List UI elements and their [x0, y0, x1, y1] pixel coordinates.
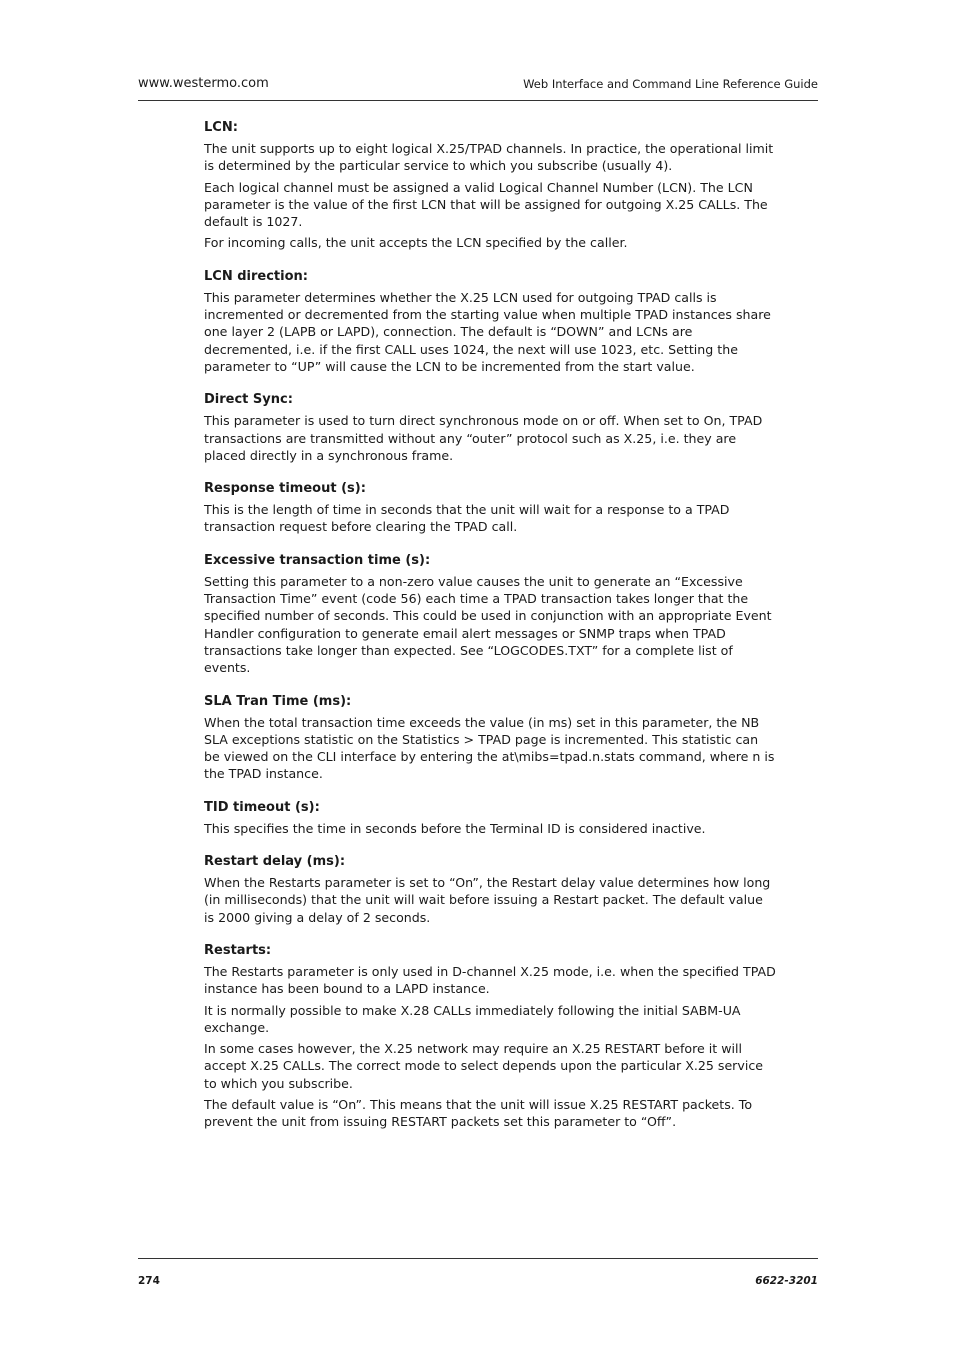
paragraph: This specifies the time in seconds before the Terminal ID is considered inactive. — [204, 820, 706, 836]
section — [204, 391, 776, 464]
section — [204, 799, 776, 837]
page-header — [138, 76, 818, 101]
section-title: Response timeout (s): — [204, 481, 366, 497]
paragraph: In some cases however, the X.25 network may require an X.25 RESTART before it will accept X.25 CALLs. The correct mode to select depends upon the particular X.25 service to which you subscribe. — [204, 1041, 763, 1091]
paragraph: The Restarts parameter is only used in D-channel X.25 mode, i.e. when the specified TPAD instance has been bound to a LAPD instance. — [204, 963, 776, 997]
section — [204, 942, 776, 1131]
section-title: SLA Tran Time (ms): — [204, 693, 352, 709]
section — [204, 552, 776, 677]
section-title: Direct Sync: — [204, 392, 293, 408]
header-guide-title: Web Interface and Command Line Reference Guide — [523, 77, 818, 91]
paragraph: This is the length of time in seconds that the unit will wait for a response to a TPAD transaction request before clearing the TPAD call. — [204, 502, 730, 535]
page-footer — [138, 1258, 818, 1287]
paragraph: This parameter is used to turn direct synchronous mode on or off. When set to On, TPAD transactions are transmitted without any “outer” protocol such as X.25, i.e. they are placed directly in a synchronous frame. — [204, 413, 763, 463]
section-title: Restart delay (ms): — [204, 854, 346, 870]
paragraph: For incoming calls, the unit accepts the LCN specified by the caller. — [204, 235, 628, 251]
page-number: 274 — [138, 1275, 160, 1287]
document-number: 6622-3201 — [755, 1275, 818, 1287]
paragraph: When the total transaction time exceeds the value (in ms) set in this parameter, the NB SLA exceptions statistic on the Statistics > TPAD page is incremented. This statistic can be viewed on the CLI interface by entering the at\mibs=tpad.n.stats command, where n is the TPAD instance. — [204, 714, 775, 782]
section — [204, 693, 776, 783]
paragraph: Each logical channel must be assigned a valid Logical Channel Number (LCN). The LCN parameter is the value of the first LCN that will be assigned for outgoing X.25 CALLs. The default is 1027. — [204, 179, 768, 230]
paragraph: The default value is “On”. This means that the unit will issue X.25 RESTART packets. To prevent the unit from issuing RESTART packets set this parameter to “Off”. — [204, 1096, 753, 1130]
paragraph: The unit supports up to eight logical X.25/TPAD channels. In practice, the operational limit is determined by the particular service to which you subscribe (usually 4). — [204, 141, 774, 174]
paragraph: It is normally possible to make X.28 CALLs immediately following the initial SABM-UA exchange. — [204, 1002, 741, 1035]
section-title: Excessive transaction time (s): — [204, 552, 431, 568]
paragraph: When the Restarts parameter is set to “On”, the Restart delay value determines how long (in milliseconds) that the unit will wait before issuing a Restart packet. The default value is 2000 giving a delay of 2 seconds. — [204, 875, 771, 925]
document-body — [204, 119, 776, 1147]
paragraph: Setting this parameter to a non-zero value causes the unit to generate an “Excessive Transaction Time” event (code 56) each time a TPAD transaction takes longer that the specified number of seconds. This could be used in conjunction with an appropriate Event Handler configuration to generate email alert messages or SNMP traps when TPAD transactions take longer than expected. See “LOGCODES.TXT” for a complete list of events. — [204, 573, 772, 676]
section — [204, 268, 776, 375]
section — [204, 853, 776, 926]
section — [204, 480, 776, 536]
paragraph: This parameter determines whether the X.25 LCN used for outgoing TPAD calls is incremented or decremented from the starting value when multiple TPAD instances share one layer 2 (LAPB or LAPD), connection. The default is “DOWN” and LCNs are decremented, i.e. if the first CALL uses 1024, the next will use 1023, etc. Setting the parameter to “UP” will cause the LCN to be incremented from the start value. — [204, 289, 771, 374]
section-title: Restarts: — [204, 942, 272, 958]
section-title: LCN direction: — [204, 268, 308, 284]
section-title: TID timeout (s): — [204, 799, 320, 815]
section-title: LCN: — [204, 120, 238, 135]
section — [204, 119, 776, 252]
header-site-link[interactable]: www.westermo.com — [138, 76, 269, 91]
